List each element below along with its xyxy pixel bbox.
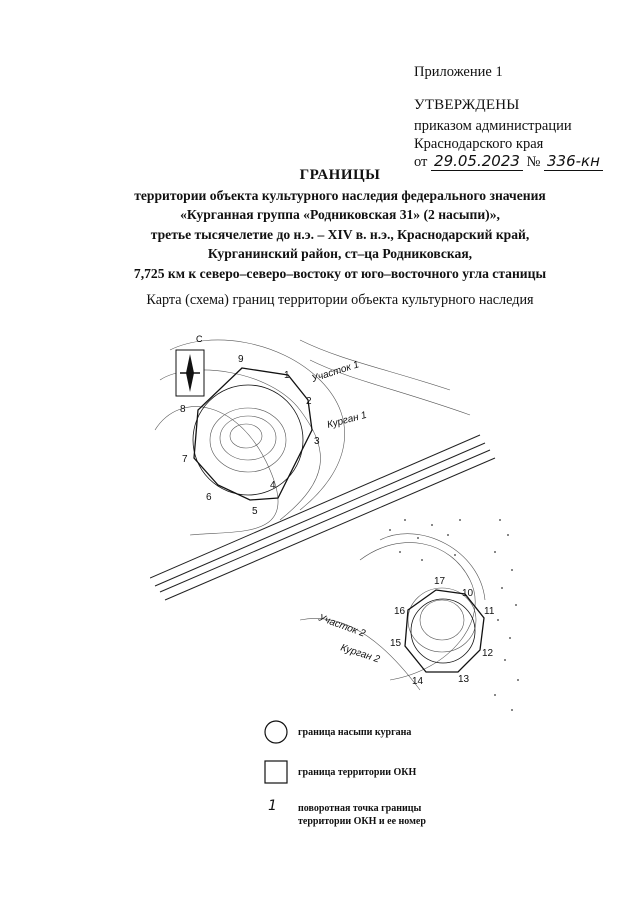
number-prefix: № — [526, 154, 541, 170]
title-line-1: ГРАНИЦЫ — [299, 167, 381, 183]
legend-turn-point-line-1: поворотная точка границы — [298, 803, 422, 814]
turn-point-label: 9 — [238, 354, 244, 365]
compass-rose-icon — [176, 350, 204, 396]
legend-turn-point-line-2: территории ОКН и ее номер — [298, 816, 426, 827]
turn-point-label: 16 — [394, 606, 406, 617]
approval-order — [414, 117, 572, 153]
date-prefix: от — [414, 154, 428, 170]
mound-legend-icon — [262, 718, 290, 746]
legend-turn-point-text — [298, 802, 426, 828]
appendix-label: Приложение 1 — [414, 64, 503, 80]
contour-line — [230, 424, 262, 448]
turn-point-label: 12 — [482, 648, 494, 659]
contour-line — [210, 408, 286, 472]
title-line-6: 7,725 км к северо–северо–востоку от юго–восточного угла станицы — [133, 265, 547, 281]
turn-point-label: 2 — [306, 396, 312, 407]
turn-point-label: 10 — [462, 588, 474, 599]
approved-heading: УТВЕРЖДЕНЫ — [414, 97, 520, 113]
map-legend — [262, 718, 522, 828]
map-caption: Карта (схема) границ территории объекта культурного наследия — [146, 292, 534, 308]
territory-boundary-1 — [194, 368, 312, 500]
turn-point-label: 7 — [182, 454, 188, 465]
contour-line — [420, 600, 464, 640]
turn-point-label: 8 — [180, 404, 186, 415]
road-edge — [150, 435, 480, 578]
turn-point-label: 4 — [270, 480, 276, 491]
contour-line — [220, 416, 276, 460]
mound-boundary-2 — [411, 599, 475, 663]
road-edge — [165, 458, 495, 600]
legend-mound-text: граница насыпи кургана — [298, 727, 412, 738]
turn-point-label: 13 — [458, 674, 470, 685]
title-line-2: территории объекта культурного наследия федерального значения — [134, 187, 546, 203]
document-title — [90, 166, 590, 284]
mound-boundary-1 — [193, 385, 303, 495]
turn-point-label: 15 — [390, 638, 402, 649]
boundary-map — [150, 320, 530, 715]
title-line-5: Курганинский район, ст–ца Родниковская, — [207, 246, 473, 262]
turn-point-label: 3 — [314, 436, 320, 447]
title-line-4: третье тысячелетие до н.э. – XIV в. н.э., Краснодарский край, — [150, 226, 530, 242]
turn-point-label: 11 — [484, 606, 495, 617]
turn-point-label: 14 — [412, 676, 424, 687]
order-date: 29.05.2023 — [431, 152, 523, 171]
order-number: 336-кн — [544, 152, 603, 171]
site-1-label: Участок 1 — [310, 359, 361, 385]
turn-point-label: 5 — [252, 506, 258, 517]
order-line-2: Краснодарского края — [414, 136, 544, 152]
kurgan-2-label: Курган 2 — [339, 642, 382, 666]
turn-point-label: 6 — [206, 492, 212, 503]
road-edge — [160, 450, 490, 592]
turn-point-label: 1 — [284, 370, 290, 381]
site-2-label: Участок 2 — [316, 612, 367, 640]
legend-territory-text: граница территории ОКН — [298, 767, 417, 778]
territory-boundary-2 — [405, 590, 484, 672]
kurgan-1-label: Курган 1 — [325, 409, 368, 431]
order-line-1: приказом администрации — [414, 118, 572, 134]
title-line-3: «Курганная группа «Родниковская 31» (2 насыпи)», — [180, 207, 500, 223]
turn-point-label: 17 — [434, 576, 446, 587]
compass-north-letter: С — [196, 334, 203, 344]
turn-point-legend-icon: 1 — [268, 798, 277, 814]
territory-legend-icon — [262, 758, 290, 786]
